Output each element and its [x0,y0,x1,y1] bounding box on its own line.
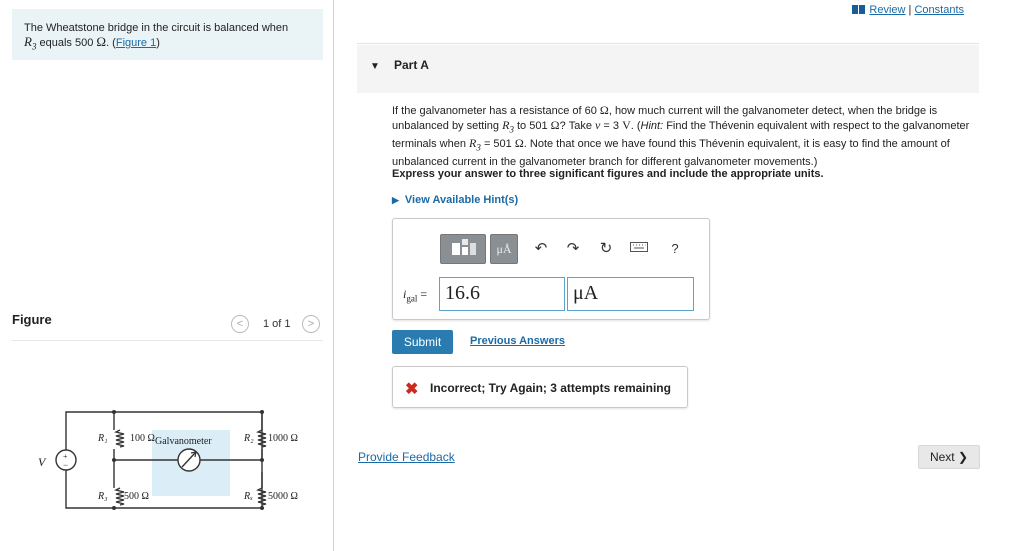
next-figure-button[interactable]: > [302,315,320,333]
next-button[interactable] [918,445,980,469]
keyboard-icon[interactable] [629,239,649,259]
minus-sign: − [63,460,69,470]
chevron-right-icon: ❯ [957,450,969,464]
r3-resistor [116,488,124,505]
answer-box [392,218,710,320]
help-button[interactable]: ? [671,241,679,256]
answer-variable: $i_{gal}$ = [403,287,428,304]
units-button[interactable]: μÅ [490,234,518,264]
part-a-header[interactable] [357,45,979,93]
view-hints-toggle[interactable] [392,194,518,206]
r2-resistor [258,430,266,447]
templates-button[interactable] [440,234,486,264]
answer-panel [335,0,1024,551]
top-links [852,4,964,16]
provide-feedback-link[interactable]: Provide Feedback [358,450,455,464]
problem-panel [0,0,334,551]
incorrect-icon: ✖ [405,381,419,398]
result-feedback [392,366,688,408]
caret-right-icon: ▶ [392,195,399,205]
rx-resistor [258,488,266,505]
instructions: Express your answer to three significant figures and include the appropriate units. [392,168,824,180]
figure-count: 1 of 1 [263,318,291,330]
galvanometer-label: Galvanometer [155,436,212,447]
answer-value-input[interactable]: 16.6 [439,277,565,311]
r2-label: R₂ [244,433,254,444]
link-separator: | [905,4,915,16]
collapse-triangle-icon[interactable]: ▼ [370,61,380,72]
book-icon [852,5,865,14]
intro-text: The Wheatstone bridge in the circuit is balanced when [24,22,289,34]
wheatstone-circuit-diagram [36,404,306,516]
problem-intro [12,9,323,60]
part-title: Part A [394,58,429,72]
figure-pager [231,315,323,333]
figure-heading: Figure [12,312,52,327]
review-link[interactable]: Review [869,4,906,16]
question-text: If the galvanometer has a resistance of 60 Ω, how much current will the galvanometer detect, when the bridge is unbalanced by setting $R_3$ to 501 Ω? Take v = 3 V. (Hint: Find the Thévenin equivalent with respect to the galvanometer terminals when $R_3 = 501$ Ω. Note that once we have found this Thévenin equivalent, it is easy to find the amount of unbalanced current in the galvanometer branch for different galvanometer movements.) [392,103,970,168]
prev-figure-button[interactable]: < [231,315,249,333]
r3-symbol: $R_3$ [24,34,37,52]
reset-icon[interactable]: ↻ [599,240,613,257]
v-label: V [38,455,46,469]
next-label: Next [929,450,955,464]
top-divider [357,43,979,44]
intro-text-4: ) [156,37,160,49]
ohm-symbol: Ω [96,34,107,49]
plus-sign: + [63,452,68,461]
submit-button[interactable]: Submit [392,330,453,354]
feedback-message: Incorrect; Try Again; 3 attempts remaining [430,381,671,395]
r1-label: R₁ [98,433,108,444]
undo-icon[interactable]: ↶ [534,240,548,257]
intro-text-2: equals 500 [36,37,97,49]
hints-label: View Available Hint(s) [404,194,519,206]
intro-text-3: . ( [106,37,116,49]
figure-link[interactable]: Figure 1 [115,37,157,49]
previous-answers-link[interactable]: Previous Answers [470,335,565,347]
r1-value: 100 Ω [130,433,155,444]
rx-value: 5000 Ω [268,491,298,502]
r1-resistor [116,430,124,447]
constants-link[interactable]: Constants [914,4,964,16]
r3-label: R₃ [98,491,108,502]
answer-unit-input[interactable]: μA [567,277,694,311]
r3-value: 500 Ω [124,491,149,502]
figure-divider [12,340,323,341]
redo-icon[interactable]: ↷ [566,240,580,257]
rx-label: Rₓ [244,491,253,502]
templates-icon [441,235,487,263]
r2-value: 1000 Ω [268,433,298,444]
